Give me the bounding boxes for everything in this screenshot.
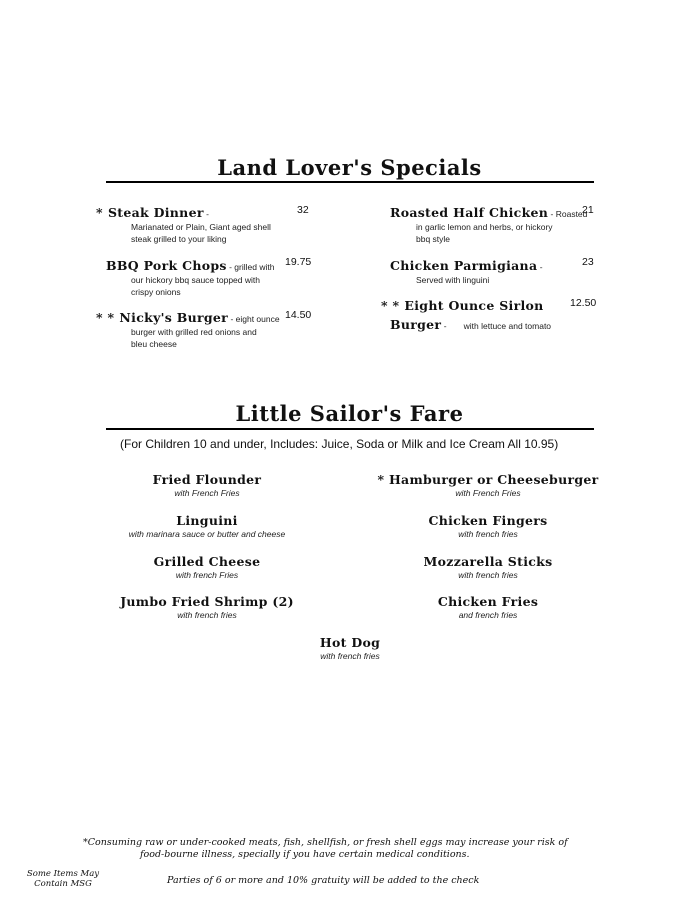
item-name: Grilled Cheese	[153, 554, 261, 569]
item-description: Served with linguini	[416, 275, 490, 285]
item-sep: -	[537, 262, 543, 272]
item-description: with french fries	[458, 570, 518, 580]
msg-notice-line1: Some Items May	[26, 869, 100, 879]
item-description: with french fries	[177, 610, 237, 620]
menu-item-eight-ounce-sirlon-burger	[381, 295, 581, 333]
item-name: BBQ Pork Chops	[106, 258, 227, 273]
item-name: Nicky's Burger	[119, 310, 229, 325]
menu-item-steak-dinner	[96, 202, 311, 245]
item-name: Chicken Fries	[437, 594, 539, 609]
msg-notice	[18, 869, 108, 889]
item-name: Steak Dinner	[107, 205, 204, 220]
kids-item-chicken-fries	[338, 594, 638, 621]
kids-subtitle: (For Children 10 and under, Includes: Juice, Soda or Milk and Ice Cream All 10.95)	[120, 437, 559, 451]
kids-item-jumbo-fried-shrimp	[57, 594, 357, 621]
item-name: Chicken Parmigiana	[390, 258, 538, 273]
kids-item-hot-dog	[200, 635, 500, 662]
kids-item-fried-flounder	[57, 472, 357, 499]
item-name: Linguini	[176, 513, 238, 528]
item-name: Fried Flounder	[152, 472, 262, 487]
kids-title-rule	[106, 428, 594, 430]
item-price: 21	[582, 204, 594, 216]
menu-item-chicken-parmigiana	[390, 255, 590, 286]
land-section-title: Land Lover's Specials	[217, 155, 482, 180]
item-name: Roasted Half Chicken	[390, 205, 549, 220]
item-sep: - Roasted	[548, 209, 588, 219]
item-description: with French Fries	[455, 488, 521, 498]
kids-item-chicken-fingers	[338, 513, 638, 540]
item-name: Hot Dog	[319, 635, 381, 650]
item-sep: -	[203, 209, 209, 219]
land-title-rule	[106, 181, 594, 183]
item-description: our hickory bbq sauce topped with crispy onions	[131, 275, 260, 297]
item-description: with French Fries	[174, 488, 240, 498]
item-description: with french fries	[458, 529, 518, 539]
item-description: with marinara sauce or butter and cheese	[128, 529, 286, 539]
kids-item-linguini	[57, 513, 357, 540]
item-mark: * *	[381, 298, 400, 313]
item-price: 19.75	[285, 256, 312, 268]
kids-item-hamburger	[338, 472, 638, 499]
item-price: 12.50	[570, 297, 597, 309]
item-name: * Hamburger or Cheeseburger	[377, 472, 599, 487]
msg-notice-line2: Contain MSG	[34, 879, 92, 889]
item-name: Chicken Fingers	[428, 513, 548, 528]
menu-item-roasted-half-chicken	[390, 202, 590, 245]
item-mark: *	[96, 205, 103, 220]
item-name-line2: Burger	[390, 317, 442, 332]
item-name: Mozzarella Sticks	[423, 554, 553, 569]
item-description: burger with grilled red onions and bleu cheese	[131, 327, 257, 349]
item-description: in garlic lemon and herbs, or hickory bbq style	[416, 222, 553, 244]
consumption-warning-line2: food-bourne illness, specially if you have certain medical conditions.	[140, 849, 470, 860]
item-name: Jumbo Fried Shrimp (2)	[120, 594, 294, 609]
item-sep: - grilled with	[226, 262, 275, 272]
item-description: with french Fries	[175, 570, 239, 580]
item-description: Marianated or Plain, Giant aged shell steak grilled to your liking	[131, 222, 271, 244]
item-sep: -	[441, 321, 447, 331]
item-name: Eight Ounce Sirlon	[404, 298, 544, 313]
item-price: 14.50	[285, 309, 312, 321]
consumption-warning-line1: *Consuming raw or under-cooked meats, fish, shellfish, or fresh shell eggs may increase your risk of	[83, 837, 568, 848]
item-price: 32	[297, 204, 309, 216]
item-description: with lettuce and tomato	[463, 321, 552, 331]
menu-item-nickys-burger	[96, 307, 311, 350]
kids-item-grilled-cheese	[57, 554, 357, 581]
item-mark: * *	[96, 310, 115, 325]
item-description: with french fries	[320, 651, 380, 661]
kids-section-title: Little Sailor's Fare	[235, 401, 464, 426]
gratuity-notice: Parties of 6 or more and 10% gratuity will be added to the check	[167, 875, 480, 886]
kids-item-mozzarella-sticks	[338, 554, 638, 581]
item-sep: - eight ounce	[228, 314, 280, 324]
item-price: 23	[582, 256, 594, 268]
item-description: and french fries	[458, 610, 518, 620]
